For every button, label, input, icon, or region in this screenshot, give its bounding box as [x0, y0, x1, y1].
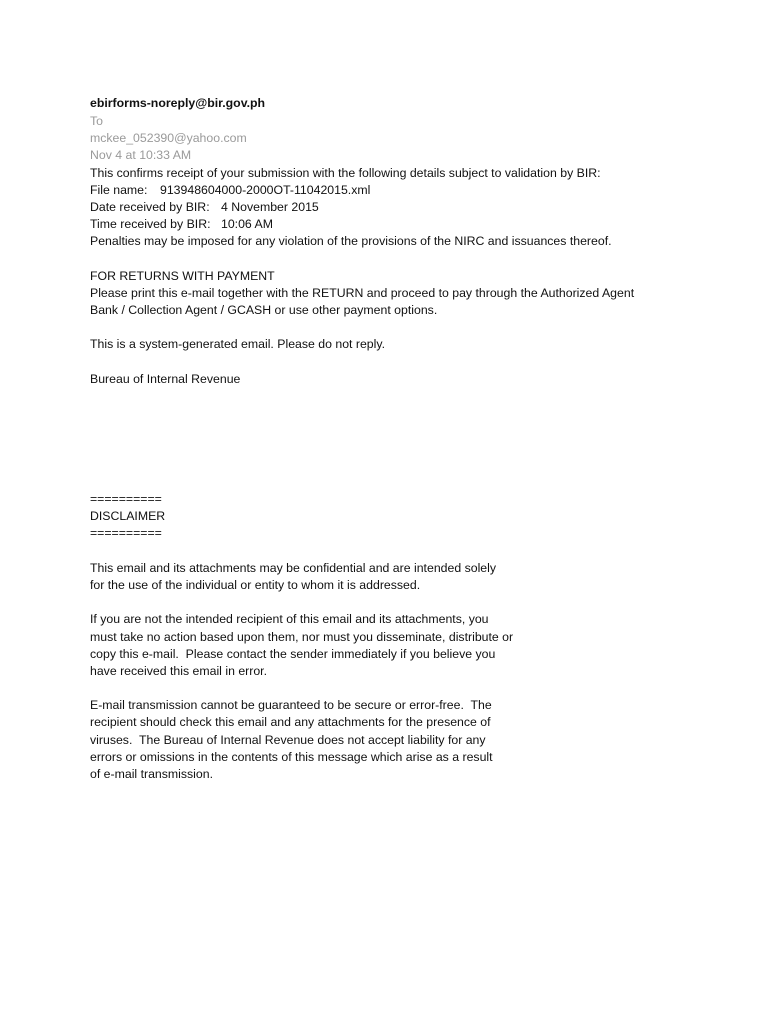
- disclaimer-paragraph-2-line: have received this email in error.: [90, 663, 268, 678]
- spacer: [90, 594, 710, 611]
- disclaimer-paragraph-2-line: If you are not the intended recipient of this email and its attachments, you: [90, 612, 489, 627]
- penalties-text: Penalties may be imposed for any violation of the provisions of the NIRC and issuances thereof.: [90, 234, 612, 249]
- detail-value: 10:06 AM: [221, 217, 273, 232]
- disclaimer-paragraph-1-line: This email and its attachments may be confidential and are intended solely: [90, 560, 497, 575]
- sender-address: ebirforms-noreply@bir.gov.ph: [90, 96, 266, 110]
- returns-heading: FOR RETURNS WITH PAYMENT: [90, 268, 275, 283]
- spacer: [90, 354, 710, 371]
- detail-value: 4 November 2015: [221, 199, 319, 214]
- disclaimer-paragraph-3-line: viruses. The Bureau of Internal Revenue does not accept liability for any: [90, 732, 486, 747]
- detail-date-received: [90, 199, 710, 216]
- disclaimer-paragraph-1-line: for the use of the individual or entity to whom it is addressed.: [90, 577, 421, 592]
- disclaimer-rule-top: ==========: [90, 492, 162, 506]
- detail-file-name: [90, 182, 710, 199]
- system-note: This is a system-generated email. Please do not reply.: [90, 337, 386, 352]
- returns-line: Please print this e-mail together with the RETURN and proceed to pay through the Authorized Agent: [90, 285, 635, 300]
- disclaimer-paragraph-3-line: E-mail transmission cannot be guaranteed to be secure or error-free. The: [90, 698, 492, 713]
- email-date: Nov 4 at 10:33 AM: [90, 148, 192, 163]
- disclaimer-paragraph-3-line: recipient should check this email and any attachments for the presence of: [90, 715, 491, 730]
- intro-text: This confirms receipt of your submission with the following details subject to validation by BIR:: [90, 165, 601, 180]
- detail-value: 913948604000-2000OT-11042015.xml: [160, 182, 371, 197]
- spacer: [90, 680, 710, 697]
- to-label: To: [90, 114, 103, 128]
- spacer: [90, 388, 710, 491]
- spacer: [90, 319, 710, 336]
- disclaimer-paragraph-3-line: errors or omissions in the contents of this message which arise as a result: [90, 749, 493, 764]
- disclaimer-paragraph-2-line: copy this e-mail. Please contact the sender immediately if you believe you: [90, 646, 496, 661]
- disclaimer-paragraph-3-line: of e-mail transmission.: [90, 767, 214, 781]
- spacer: [90, 251, 710, 268]
- detail-label: Time received by BIR:: [90, 217, 211, 232]
- spacer: [90, 543, 710, 560]
- returns-line: Bank / Collection Agent / GCASH or use other payment options.: [90, 303, 438, 318]
- detail-time-received: [90, 216, 710, 233]
- disclaimer-paragraph-2-line: must take no action based upon them, nor must you disseminate, distribute or: [90, 629, 514, 644]
- disclaimer-rule-bottom: ==========: [90, 526, 162, 541]
- email-document: [90, 93, 710, 783]
- recipient-address: mckee_052390@yahoo.com: [90, 131, 247, 146]
- disclaimer-heading: DISCLAIMER: [90, 509, 166, 524]
- signature: Bureau of Internal Revenue: [90, 371, 241, 386]
- detail-label: Date received by BIR:: [90, 199, 210, 214]
- detail-label: File name:: [90, 182, 148, 197]
